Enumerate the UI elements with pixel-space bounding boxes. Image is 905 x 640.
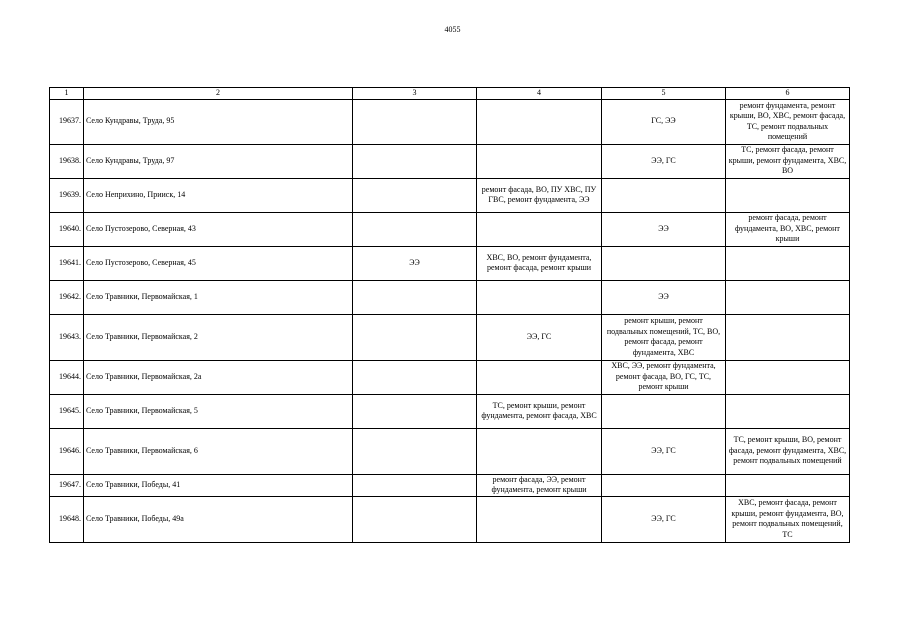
column-3-cell <box>353 428 477 474</box>
table-row <box>50 428 850 474</box>
column-header-5: 5 <box>602 88 726 100</box>
column-6-cell: ремонт фасада, ремонт фундамента, ВО, ХВС, ремонт крыши <box>726 212 850 246</box>
column-5-cell: ЭЭ, ГС <box>602 428 726 474</box>
row-number: 19641. <box>50 246 84 280</box>
column-5-cell: ХВС, ЭЭ, ремонт фундамента, ремонт фасада, ВО, ГС, ТС, ремонт крыши <box>602 360 726 394</box>
column-6-cell: ремонт фундамента, ремонт крыши, ВО, ХВС, ремонт фасада, ТС, ремонт подвальных помещений <box>726 99 850 144</box>
column-3-cell <box>353 212 477 246</box>
column-6-cell <box>726 360 850 394</box>
row-number: 19644. <box>50 360 84 394</box>
column-4-cell: ТС, ремонт крыши, ремонт фундамента, ремонт фасада, ХВС <box>477 394 602 428</box>
address-cell: Село Пустозерово, Северная, 43 <box>84 212 353 246</box>
address-cell: Село Неприхино, Прииск, 14 <box>84 178 353 212</box>
address-cell: Село Пустозерово, Северная, 45 <box>84 246 353 280</box>
column-3-cell <box>353 496 477 542</box>
address-cell: Село Травники, Победы, 49а <box>84 496 353 542</box>
column-6-cell: ТС, ремонт фасада, ремонт крыши, ремонт фундамента, ХВС, ВО <box>726 144 850 178</box>
table-row <box>50 474 850 496</box>
row-number: 19646. <box>50 428 84 474</box>
column-5-cell <box>602 246 726 280</box>
column-4-cell: ремонт фасада, ВО, ПУ ХВС, ПУ ГВС, ремонт фундамента, ЭЭ <box>477 178 602 212</box>
address-cell: Село Кундравы, Труда, 97 <box>84 144 353 178</box>
column-5-cell <box>602 394 726 428</box>
address-cell: Село Кундравы, Труда, 95 <box>84 99 353 144</box>
column-3-cell <box>353 99 477 144</box>
address-cell: Село Травники, Первомайская, 2 <box>84 314 353 360</box>
column-4-cell <box>477 496 602 542</box>
table-row <box>50 178 850 212</box>
column-header-4: 4 <box>477 88 602 100</box>
column-4-cell <box>477 99 602 144</box>
column-3-cell <box>353 144 477 178</box>
row-number: 19640. <box>50 212 84 246</box>
table-row <box>50 246 850 280</box>
row-number: 19639. <box>50 178 84 212</box>
column-3-cell <box>353 394 477 428</box>
address-cell: Село Травники, Первомайская, 2а <box>84 360 353 394</box>
address-cell: Село Травники, Победы, 41 <box>84 474 353 496</box>
column-4-cell: ХВС, ВО, ремонт фундамента, ремонт фасада, ремонт крыши <box>477 246 602 280</box>
column-5-cell: ЭЭ, ГС <box>602 496 726 542</box>
column-5-cell: ЭЭ, ГС <box>602 144 726 178</box>
column-6-cell <box>726 314 850 360</box>
table-row <box>50 496 850 542</box>
table-row <box>50 212 850 246</box>
column-3-cell: ЭЭ <box>353 246 477 280</box>
column-4-cell <box>477 212 602 246</box>
column-3-cell <box>353 314 477 360</box>
column-3-cell <box>353 280 477 314</box>
column-6-cell <box>726 280 850 314</box>
column-4-cell <box>477 428 602 474</box>
page-number: 4055 <box>444 25 461 34</box>
column-5-cell: ГС, ЭЭ <box>602 99 726 144</box>
table-row <box>50 280 850 314</box>
column-4-cell: ремонт фасада, ЭЭ, ремонт фундамента, ремонт крыши <box>477 474 602 496</box>
table-row <box>50 314 850 360</box>
column-4-cell: ЭЭ, ГС <box>477 314 602 360</box>
column-6-cell <box>726 178 850 212</box>
data-table <box>49 87 850 543</box>
row-number: 19637. <box>50 99 84 144</box>
column-6-cell: ТС, ремонт крыши, ВО, ремонт фасада, ремонт фундамента, ХВС, ремонт подвальных помещений <box>726 428 850 474</box>
column-header-6: 6 <box>726 88 850 100</box>
column-3-cell <box>353 178 477 212</box>
row-number: 19642. <box>50 280 84 314</box>
header-row <box>50 88 850 100</box>
column-6-cell <box>726 394 850 428</box>
column-3-cell <box>353 360 477 394</box>
address-cell: Село Травники, Первомайская, 1 <box>84 280 353 314</box>
column-5-cell: ЭЭ <box>602 280 726 314</box>
table-row <box>50 360 850 394</box>
column-5-cell <box>602 178 726 212</box>
row-number: 19638. <box>50 144 84 178</box>
row-number: 19643. <box>50 314 84 360</box>
row-number: 19647. <box>50 474 84 496</box>
table-row <box>50 144 850 178</box>
column-header-2: 2 <box>84 88 353 100</box>
column-header-1: 1 <box>50 88 84 100</box>
column-4-cell <box>477 360 602 394</box>
table-row <box>50 394 850 428</box>
column-6-cell <box>726 474 850 496</box>
address-cell: Село Травники, Первомайская, 5 <box>84 394 353 428</box>
column-3-cell <box>353 474 477 496</box>
column-6-cell <box>726 246 850 280</box>
column-5-cell <box>602 474 726 496</box>
column-header-3: 3 <box>353 88 477 100</box>
row-number: 19645. <box>50 394 84 428</box>
address-cell: Село Травники, Первомайская, 6 <box>84 428 353 474</box>
column-4-cell <box>477 280 602 314</box>
row-number: 19648. <box>50 496 84 542</box>
table-row <box>50 99 850 144</box>
column-5-cell: ремонт крыши, ремонт подвальных помещений, ТС, ВО, ремонт фасада, ремонт фундамента, ХВС <box>602 314 726 360</box>
column-5-cell: ЭЭ <box>602 212 726 246</box>
column-6-cell: ХВС, ремонт фасада, ремонт крыши, ремонт фундамента, ВО, ремонт подвальных помещений, ТС <box>726 496 850 542</box>
column-4-cell <box>477 144 602 178</box>
